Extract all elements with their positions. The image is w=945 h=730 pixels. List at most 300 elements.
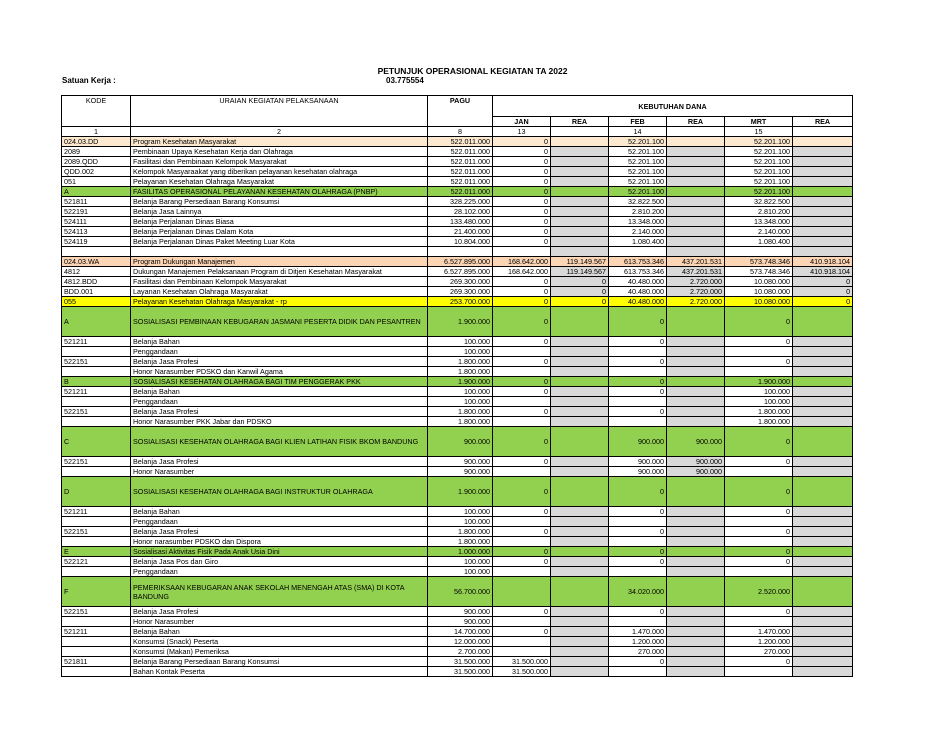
cell-pagu: 328.225.000 bbox=[428, 197, 493, 207]
table-row bbox=[62, 507, 853, 517]
cell-feb: 0 bbox=[609, 557, 667, 567]
cell-rea1 bbox=[551, 667, 609, 677]
cell-rea3 bbox=[793, 647, 853, 657]
cell-uraian: Program Dukungan Manajemen bbox=[131, 257, 428, 267]
cell-kode: 522121 bbox=[62, 557, 131, 567]
cell-rea3 bbox=[793, 147, 853, 157]
cell-mrt: 1.800.000 bbox=[725, 407, 793, 417]
cell-pagu: 522.011.000 bbox=[428, 187, 493, 197]
cell-kode: 4812 bbox=[62, 267, 131, 277]
cell-uraian: SOSIALISASI KESEHATAN OLAHRAGA BAGI TIM PENGGERAK PKK bbox=[131, 377, 428, 387]
cell-rea3 bbox=[793, 167, 853, 177]
cell-rea3 bbox=[793, 577, 853, 607]
cell-feb: 0 bbox=[609, 387, 667, 397]
cell-mrt: 0 bbox=[725, 337, 793, 347]
cell-feb: 0 bbox=[609, 357, 667, 367]
cell-mrt bbox=[725, 537, 793, 547]
cell-rea1 bbox=[551, 227, 609, 237]
cell-uraian: Belanja Jasa Profesi bbox=[131, 607, 428, 617]
cell-feb: 0 bbox=[609, 307, 667, 337]
cell-feb: 0 bbox=[609, 547, 667, 557]
cell-uraian: Belanja Bahan bbox=[131, 507, 428, 517]
cell-rea1 bbox=[551, 527, 609, 537]
cell-rea1 bbox=[551, 417, 609, 427]
cell-jan: 0 bbox=[493, 187, 551, 197]
cell-rea3: 0 bbox=[793, 277, 853, 287]
table-row bbox=[62, 637, 853, 647]
table-row bbox=[62, 397, 853, 407]
cell-jan: 0 bbox=[493, 427, 551, 457]
cell-pagu: 56.700.000 bbox=[428, 577, 493, 607]
cell-rea3 bbox=[793, 517, 853, 527]
cell-rea1 bbox=[551, 657, 609, 667]
cell-rea2 bbox=[667, 337, 725, 347]
cell-rea2: 437.201.531 bbox=[667, 267, 725, 277]
cell-jan: 0 bbox=[493, 607, 551, 617]
cell-uraian: Belanja Perjalanan Dinas Paket Meeting Luar Kota bbox=[131, 237, 428, 247]
cell-jan: 0 bbox=[493, 177, 551, 187]
cell-pagu: 900.000 bbox=[428, 467, 493, 477]
cell-feb: 40.480.000 bbox=[609, 297, 667, 307]
cell-pagu: 1.800.000 bbox=[428, 367, 493, 377]
cell-rea2 bbox=[667, 417, 725, 427]
cell-rea3 bbox=[793, 637, 853, 647]
cell-kode bbox=[62, 367, 131, 377]
cell-rea2 bbox=[667, 637, 725, 647]
cell-rea3 bbox=[793, 397, 853, 407]
cell-uraian: Penggandaan bbox=[131, 347, 428, 357]
cell-uraian: Konsumsi (Snack) Peserta bbox=[131, 637, 428, 647]
cell-rea1 bbox=[551, 207, 609, 217]
cell-jan bbox=[493, 517, 551, 527]
table-row bbox=[62, 187, 853, 197]
cell-uraian: Belanja Barang Persediaan Barang Konsumsi bbox=[131, 197, 428, 207]
cell-mrt: 0 bbox=[725, 477, 793, 507]
cell-kode: 521211 bbox=[62, 507, 131, 517]
cell-rea1: 0 bbox=[551, 277, 609, 287]
table-row bbox=[62, 377, 853, 387]
table-row bbox=[62, 307, 853, 337]
cell-feb: 52.201.100 bbox=[609, 137, 667, 147]
cell-uraian: Fasilitasi dan Pembinaan Kelompok Masyarakat bbox=[131, 277, 428, 287]
cell-jan: 168.642.000 bbox=[493, 267, 551, 277]
cell-rea1 bbox=[551, 347, 609, 357]
cell-uraian: Fasilitasi dan Pembinaan Kelompok Masyarakat bbox=[131, 157, 428, 167]
cell-rea1 bbox=[551, 467, 609, 477]
cell-rea3 bbox=[793, 307, 853, 337]
cell-jan: 0 bbox=[493, 287, 551, 297]
cell-mrt bbox=[725, 367, 793, 377]
cell-mrt: 100.000 bbox=[725, 387, 793, 397]
cell-jan: 0 bbox=[493, 527, 551, 537]
cell-rea3 bbox=[793, 557, 853, 567]
cell-jan bbox=[493, 367, 551, 377]
cell-mrt: 1.080.400 bbox=[725, 237, 793, 247]
cell-rea1 bbox=[551, 407, 609, 417]
cell-uraian: Belanja Jasa Pos dan Giro bbox=[131, 557, 428, 567]
table-row bbox=[62, 367, 853, 377]
cell-rea1 bbox=[551, 507, 609, 517]
cell-pagu: 900.000 bbox=[428, 427, 493, 457]
header-rea-1: REA bbox=[551, 117, 609, 127]
cell-rea3 bbox=[793, 227, 853, 237]
cell-rea3 bbox=[793, 417, 853, 427]
cell-feb: 900.000 bbox=[609, 457, 667, 467]
cell-uraian: Penggandaan bbox=[131, 517, 428, 527]
cell-rea1 bbox=[551, 517, 609, 527]
satuan-kerja-label: Satuan Kerja : bbox=[62, 76, 116, 85]
cell-pagu: 100.000 bbox=[428, 397, 493, 407]
table-row bbox=[62, 607, 853, 617]
cell-rea1: 0 bbox=[551, 287, 609, 297]
budget-table bbox=[61, 95, 853, 677]
cell-mrt: 52.201.100 bbox=[725, 177, 793, 187]
cell-feb: 13.348.000 bbox=[609, 217, 667, 227]
cell-rea2: 437.201.531 bbox=[667, 257, 725, 267]
table-row bbox=[62, 287, 853, 297]
cell-jan bbox=[493, 467, 551, 477]
cell-kode: 2089 bbox=[62, 147, 131, 157]
table-row bbox=[62, 457, 853, 467]
cell-rea1 bbox=[551, 217, 609, 227]
table-row bbox=[62, 617, 853, 627]
table-row bbox=[62, 657, 853, 667]
cell-uraian: Belanja Bahan bbox=[131, 387, 428, 397]
header-rea-3: REA bbox=[793, 117, 853, 127]
cell-rea3 bbox=[793, 547, 853, 557]
cell-pagu: 100.000 bbox=[428, 567, 493, 577]
colnum-13: 13 bbox=[493, 127, 551, 137]
cell-kode: 524119 bbox=[62, 237, 131, 247]
cell-feb bbox=[609, 347, 667, 357]
cell-rea1 bbox=[551, 307, 609, 337]
cell-rea2 bbox=[667, 157, 725, 167]
table-row bbox=[62, 247, 853, 257]
cell-pagu: 1.900.000 bbox=[428, 477, 493, 507]
cell-rea3: 0 bbox=[793, 297, 853, 307]
table-row bbox=[62, 167, 853, 177]
cell-jan: 0 bbox=[493, 457, 551, 467]
cell-pagu: 900.000 bbox=[428, 457, 493, 467]
cell-feb: 900.000 bbox=[609, 467, 667, 477]
cell-uraian: Kelompok Masyaraakat yang diberikan pelayanan kesehatan olahraga bbox=[131, 167, 428, 177]
cell-pagu: 522.011.000 bbox=[428, 177, 493, 187]
cell-jan: 0 bbox=[493, 627, 551, 637]
table-row bbox=[62, 667, 853, 677]
cell-rea3 bbox=[793, 237, 853, 247]
cell-pagu: 14.700.000 bbox=[428, 627, 493, 637]
cell-kode: 522151 bbox=[62, 357, 131, 367]
cell-rea3: 410.918.104 bbox=[793, 267, 853, 277]
cell-jan: 0 bbox=[493, 157, 551, 167]
cell-pagu: 28.102.000 bbox=[428, 207, 493, 217]
colnum-rea-1 bbox=[551, 127, 609, 137]
cell-pagu: 100.000 bbox=[428, 337, 493, 347]
cell-rea2 bbox=[667, 167, 725, 177]
cell-jan: 0 bbox=[493, 227, 551, 237]
cell-jan: 0 bbox=[493, 237, 551, 247]
cell-rea2 bbox=[667, 147, 725, 157]
cell-feb bbox=[609, 367, 667, 377]
cell-rea2 bbox=[667, 667, 725, 677]
cell-feb: 0 bbox=[609, 337, 667, 347]
cell-pagu: 10.804.000 bbox=[428, 237, 493, 247]
cell-mrt: 32.822.500 bbox=[725, 197, 793, 207]
cell-rea2 bbox=[667, 507, 725, 517]
cell-rea1 bbox=[551, 627, 609, 637]
cell-kode: 522151 bbox=[62, 407, 131, 417]
cell-rea2 bbox=[667, 187, 725, 197]
cell-mrt: 52.201.100 bbox=[725, 137, 793, 147]
cell-jan: 0 bbox=[493, 217, 551, 227]
cell-rea3 bbox=[793, 467, 853, 477]
cell-rea1 bbox=[551, 387, 609, 397]
cell-rea1 bbox=[551, 557, 609, 567]
cell-rea3 bbox=[793, 667, 853, 677]
cell-pagu: 1.800.000 bbox=[428, 537, 493, 547]
cell-mrt: 2.140.000 bbox=[725, 227, 793, 237]
cell-mrt: 2.810.200 bbox=[725, 207, 793, 217]
cell-rea2 bbox=[667, 607, 725, 617]
header-kebutuhan: KEBUTUHAN DANA bbox=[493, 96, 853, 117]
cell-rea1: 119.149.567 bbox=[551, 257, 609, 267]
colnum-14: 14 bbox=[609, 127, 667, 137]
cell-pagu: 900.000 bbox=[428, 607, 493, 617]
cell-kode: F bbox=[62, 577, 131, 607]
cell-kode: 521211 bbox=[62, 387, 131, 397]
cell-pagu: 1.000.000 bbox=[428, 547, 493, 557]
cell-uraian: SOSIALISASI PEMBINAAN KEBUGARAN JASMANI PESERTA DIDIK DAN PESANTREN bbox=[131, 307, 428, 337]
cell-rea2 bbox=[667, 377, 725, 387]
cell-uraian: FASILITAS OPERASIONAL PELAYANAN KESEHATAN OLAHRAGA (PNBP) bbox=[131, 187, 428, 197]
table-row bbox=[62, 557, 853, 567]
cell-jan bbox=[493, 637, 551, 647]
cell-mrt: 10.080.000 bbox=[725, 297, 793, 307]
cell-rea3 bbox=[793, 187, 853, 197]
cell-pagu: 100.000 bbox=[428, 517, 493, 527]
cell-mrt: 0 bbox=[725, 307, 793, 337]
cell-mrt: 0 bbox=[725, 657, 793, 667]
table-row bbox=[62, 217, 853, 227]
cell-mrt: 0 bbox=[725, 427, 793, 457]
cell-rea2 bbox=[667, 627, 725, 637]
table-row bbox=[62, 527, 853, 537]
cell-kode: QDD.002 bbox=[62, 167, 131, 177]
cell-pagu: 269.300.000 bbox=[428, 287, 493, 297]
table-row bbox=[62, 467, 853, 477]
cell-mrt: 1.470.000 bbox=[725, 627, 793, 637]
cell-kode: 524111 bbox=[62, 217, 131, 227]
cell-jan bbox=[493, 647, 551, 657]
table-row bbox=[62, 357, 853, 367]
cell-jan: 31.500.000 bbox=[493, 667, 551, 677]
cell-kode bbox=[62, 667, 131, 677]
cell-rea3 bbox=[793, 407, 853, 417]
cell-rea2 bbox=[667, 177, 725, 187]
cell-feb bbox=[609, 567, 667, 577]
cell-rea2 bbox=[667, 517, 725, 527]
cell-rea1 bbox=[551, 457, 609, 467]
cell-kode: 521811 bbox=[62, 657, 131, 667]
cell-rea1 bbox=[551, 547, 609, 557]
cell-kode: 051 bbox=[62, 177, 131, 187]
cell-uraian: Belanja Perjalanan Dinas Biasa bbox=[131, 217, 428, 227]
cell-pagu: 522.011.000 bbox=[428, 137, 493, 147]
cell-rea1: 119.149.567 bbox=[551, 267, 609, 277]
colnum-rea-3 bbox=[793, 127, 853, 137]
cell-kode: 521211 bbox=[62, 627, 131, 637]
cell-feb: 613.753.346 bbox=[609, 257, 667, 267]
cell-mrt: 10.080.000 bbox=[725, 277, 793, 287]
table-row bbox=[62, 177, 853, 187]
cell-rea2 bbox=[667, 527, 725, 537]
cell-rea2 bbox=[667, 387, 725, 397]
cell-rea3 bbox=[793, 617, 853, 627]
cell-feb: 0 bbox=[609, 607, 667, 617]
cell-feb: 52.201.100 bbox=[609, 187, 667, 197]
cell-feb bbox=[609, 537, 667, 547]
column-number-row bbox=[62, 127, 853, 137]
cell-kode bbox=[62, 617, 131, 627]
cell-uraian: Belanja Bahan bbox=[131, 627, 428, 637]
cell-jan: 168.642.000 bbox=[493, 257, 551, 267]
cell-rea3 bbox=[793, 367, 853, 377]
cell-rea1 bbox=[551, 177, 609, 187]
cell-feb: 0 bbox=[609, 657, 667, 667]
cell-uraian: Program Kesehatan Masyarakat bbox=[131, 137, 428, 147]
header-feb: FEB bbox=[609, 117, 667, 127]
cell-kode: 522151 bbox=[62, 457, 131, 467]
cell-kode: 521211 bbox=[62, 337, 131, 347]
table-row bbox=[62, 407, 853, 417]
table-row bbox=[62, 337, 853, 347]
cell-rea2 bbox=[667, 617, 725, 627]
cell-pagu: 6.527.895.000 bbox=[428, 257, 493, 267]
cell-uraian: Honor narasumber PDSKO dan Dispora bbox=[131, 537, 428, 547]
cell-mrt: 10.080.000 bbox=[725, 287, 793, 297]
table-row bbox=[62, 627, 853, 637]
cell-rea1 bbox=[551, 197, 609, 207]
cell-rea2 bbox=[667, 357, 725, 367]
cell-feb: 52.201.100 bbox=[609, 177, 667, 187]
colnum-rea-2 bbox=[667, 127, 725, 137]
cell-kode: E bbox=[62, 547, 131, 557]
cell-mrt bbox=[725, 617, 793, 627]
cell-rea2 bbox=[667, 197, 725, 207]
colnum-15: 15 bbox=[725, 127, 793, 137]
cell-feb: 0 bbox=[609, 407, 667, 417]
cell-rea1 bbox=[551, 537, 609, 547]
colnum-1: 1 bbox=[62, 127, 131, 137]
colnum-2: 2 bbox=[131, 127, 428, 137]
cell-pagu: 31.500.000 bbox=[428, 657, 493, 667]
cell-uraian: Bahan Kontak Peserta bbox=[131, 667, 428, 677]
cell-pagu: 100.000 bbox=[428, 507, 493, 517]
cell-rea3 bbox=[793, 657, 853, 667]
cell-uraian: Penggandaan bbox=[131, 567, 428, 577]
table-row bbox=[62, 517, 853, 527]
cell-feb bbox=[609, 667, 667, 677]
cell-rea3 bbox=[793, 607, 853, 617]
cell-feb: 0 bbox=[609, 477, 667, 507]
cell-pagu: 2.700.000 bbox=[428, 647, 493, 657]
cell-jan: 0 bbox=[493, 377, 551, 387]
cell-feb: 32.822.500 bbox=[609, 197, 667, 207]
cell-rea2: 900.000 bbox=[667, 427, 725, 457]
cell-rea3 bbox=[793, 217, 853, 227]
cell-kode: 2089.QDD bbox=[62, 157, 131, 167]
cell-kode: A bbox=[62, 187, 131, 197]
cell-rea3 bbox=[793, 137, 853, 147]
cell-pagu: 6.527.895.000 bbox=[428, 267, 493, 277]
cell-jan: 0 bbox=[493, 357, 551, 367]
cell-rea1 bbox=[551, 377, 609, 387]
cell-rea3 bbox=[793, 537, 853, 547]
cell-pagu: 100.000 bbox=[428, 387, 493, 397]
cell-feb: 0 bbox=[609, 527, 667, 537]
cell-feb: 40.480.000 bbox=[609, 287, 667, 297]
cell-rea2 bbox=[667, 557, 725, 567]
cell-pagu: 31.500.000 bbox=[428, 667, 493, 677]
cell-rea1 bbox=[551, 607, 609, 617]
cell-rea2 bbox=[667, 217, 725, 227]
document-code: 03.775554 bbox=[386, 76, 424, 85]
cell-mrt: 573.748.346 bbox=[725, 257, 793, 267]
cell-jan: 0 bbox=[493, 407, 551, 417]
cell-kode bbox=[62, 397, 131, 407]
cell-uraian: Penggandaan bbox=[131, 397, 428, 407]
cell-rea3 bbox=[793, 207, 853, 217]
cell-kode: 521811 bbox=[62, 197, 131, 207]
cell-kode bbox=[62, 417, 131, 427]
cell-rea3 bbox=[793, 387, 853, 397]
cell-jan: 31.500.000 bbox=[493, 657, 551, 667]
cell-jan: 0 bbox=[493, 557, 551, 567]
cell-rea3 bbox=[793, 377, 853, 387]
cell-uraian: Belanja Perjalanan Dinas Dalam Kota bbox=[131, 227, 428, 237]
cell-mrt: 0 bbox=[725, 457, 793, 467]
cell-kode bbox=[62, 467, 131, 477]
cell-jan: 0 bbox=[493, 387, 551, 397]
cell-rea2 bbox=[667, 367, 725, 377]
cell-uraian: SOSIALISASI KESEHATAN OLAHRAGA BAGI INSTRUKTUR OLAHRAGA bbox=[131, 477, 428, 507]
cell-rea3 bbox=[793, 627, 853, 637]
cell-mrt: 1.900.000 bbox=[725, 377, 793, 387]
cell-uraian: Sosialisasi Aktivitas Fisik Pada Anak Usia Dini bbox=[131, 547, 428, 557]
cell-jan bbox=[493, 347, 551, 357]
cell-rea1 bbox=[551, 427, 609, 457]
table-row bbox=[62, 267, 853, 277]
header-mrt: MRT bbox=[725, 117, 793, 127]
cell-mrt bbox=[725, 347, 793, 357]
cell-rea2 bbox=[667, 237, 725, 247]
cell-jan: 0 bbox=[493, 197, 551, 207]
cell-kode: 024.03.DD bbox=[62, 137, 131, 147]
cell-jan bbox=[493, 577, 551, 607]
cell-rea2 bbox=[667, 397, 725, 407]
cell-mrt: 0 bbox=[725, 557, 793, 567]
cell-rea3 bbox=[793, 457, 853, 467]
cell-feb bbox=[609, 617, 667, 627]
table-row bbox=[62, 207, 853, 217]
cell-pagu: 133.480.000 bbox=[428, 217, 493, 227]
cell-pagu: 100.000 bbox=[428, 557, 493, 567]
cell-feb: 2.810.200 bbox=[609, 207, 667, 217]
cell-rea1 bbox=[551, 617, 609, 627]
cell-kode: 524113 bbox=[62, 227, 131, 237]
cell-rea2 bbox=[667, 547, 725, 557]
cell-rea1 bbox=[551, 237, 609, 247]
